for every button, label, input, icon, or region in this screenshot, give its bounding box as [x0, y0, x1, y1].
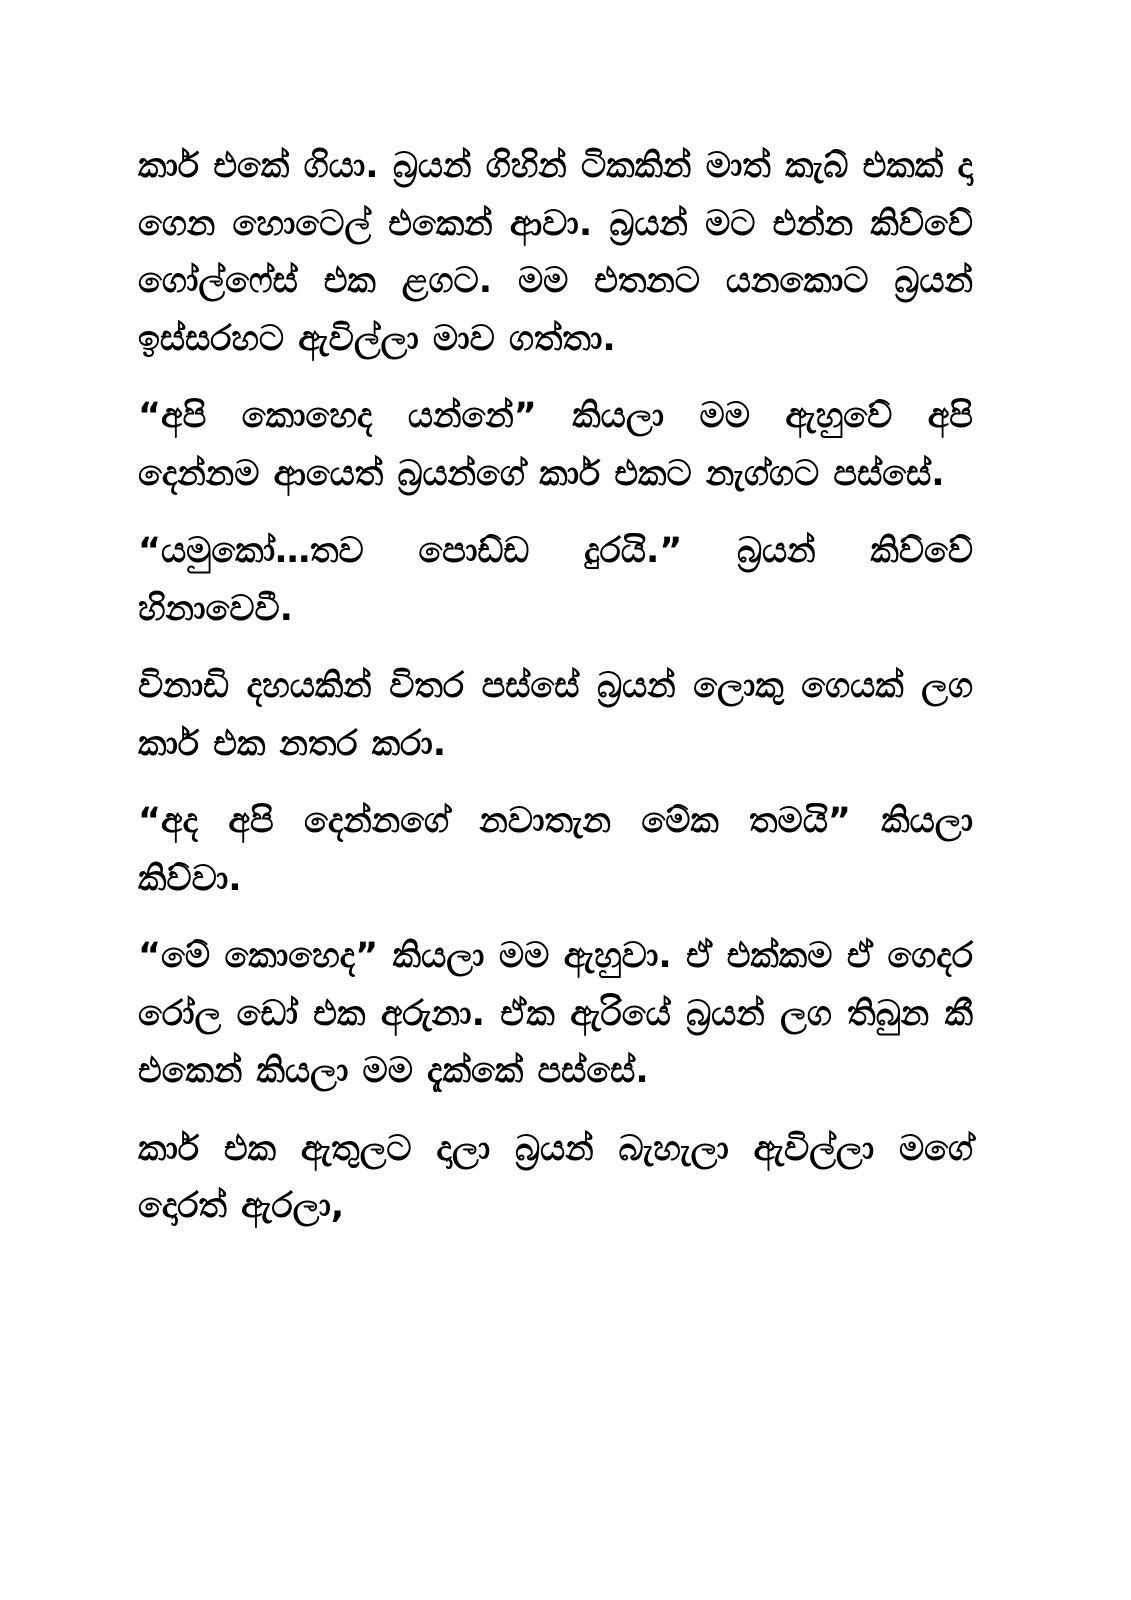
- paragraph-1: කාර් එකේ ගියා. බ්‍රයන් ගිහින් ටිකකින් මාත් කැබ් එකක් දා ගෙන හොටෙල් එකෙන් ආවා. බ්‍රයන් මට එන්න කිව්වේ ගෝල්ෆේස් එක ළගට. මම එතනට යනකොට බ්‍රයන් ඉස්සරහට ඇවිල්ලා මාව ගත්තා.: [138, 146, 973, 359]
- paragraph-4: විනාඩි දහයකින් විතර පස්සේ බ්‍රයන් ලොකු ගෙයක් ලග කාර් එක නතර කරා.: [138, 666, 973, 764]
- paragraph-7: කාර් එක ඇතුලට දාලා බ්‍රයන් බැහැලා ඇවිල්ලා මගේ දොරත් ඇරලා,: [138, 1128, 973, 1226]
- paragraph-3: “යමුකෝ…තව පොඩ්ඩ දුරයි.” බ්‍රයන් කිව්වේ හිනාවෙවී.: [138, 531, 973, 629]
- paragraph-2: “අපි කොහෙද යන්නේ” කියලා මම ඇහුවේ අපි දෙන්නම ආයෙත් බ්‍රයන්ගේ කාර් එකට නැග්ගට පස්සේ.: [138, 396, 973, 494]
- paragraph-5: “අද අපි දෙන්නගේ නවාතැන මේක තමයි” කියලා කිව්වා.: [138, 801, 973, 899]
- body-text: [138, 138, 973, 1256]
- paragraph-6: “මේ කොහෙද” කියලා මම ඇහුවා. ඒ එක්කම ඒ ගෙදර රෝල ඩෝ එක අරුනා. ඒක ඇරියේ බ්‍රයන් ලග තිබුන කී එකෙන් කියලා මම දැක්කේ පස්සේ.: [138, 936, 973, 1091]
